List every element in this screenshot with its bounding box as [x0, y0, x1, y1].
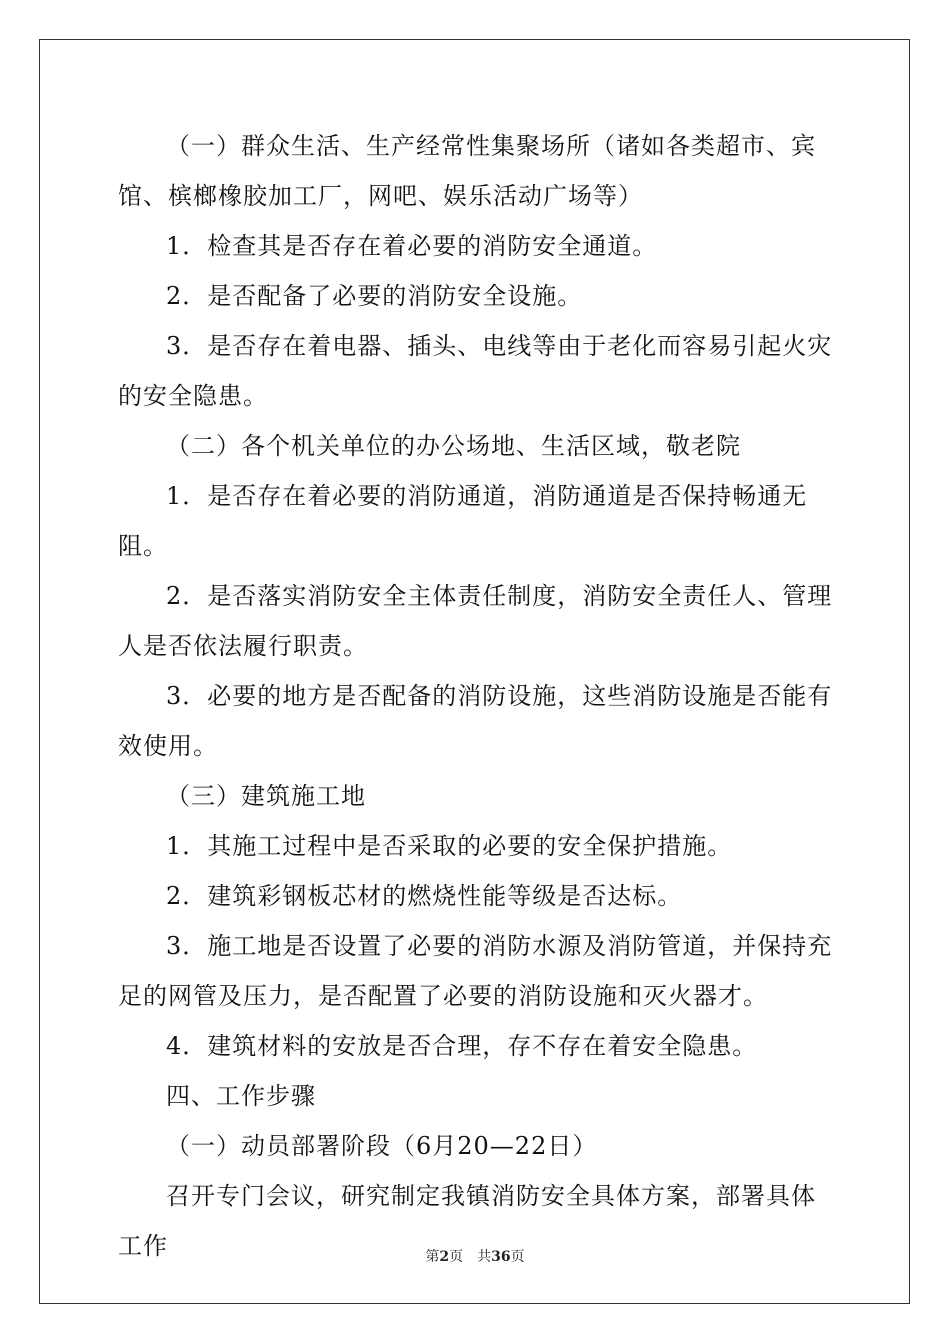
footer-total-suffix: 页 — [510, 1249, 525, 1265]
paragraph-item-2-2: 2．是否落实消防安全主体责任制度，消防安全责任人、管理人是否依法履行职责。 — [118, 582, 833, 660]
document-body — [118, 121, 838, 1271]
paragraph-section-1-heading: （一）群众生活、生产经常性集聚场所（诸如各类超市、宾馆、槟榔橡胶加工厂，网吧、娱乐活动广场等） — [118, 132, 816, 210]
paragraph-item-2-3: 3．必要的地方是否配备的消防设施，这些消防设施是否能有效使用。 — [118, 682, 833, 760]
paragraph-item-1-3: 3．是否存在着电器、插头、电线等由于老化而容易引起火灾的安全隐患。 — [118, 332, 833, 410]
footer-page-suffix: 页 — [449, 1249, 464, 1265]
paragraph-item-3-3: 3．施工地是否设置了必要的消防水源及消防管道，并保持充足的网管及压力，是否配置了必要的消防设施和灭火器才。 — [118, 932, 833, 1010]
paragraph-item-3-4: 4．建筑材料的安放是否合理，存不存在着安全隐患。 — [166, 1032, 758, 1060]
page-footer — [0, 1247, 950, 1267]
paragraph-item-3-2: 2．建筑彩钢板芯材的燃烧性能等级是否达标。 — [166, 882, 683, 910]
paragraph-section-2-heading: （二）各个机关单位的办公场地、生活区域，敬老院 — [166, 432, 741, 460]
paragraph-item-2-1: 1．是否存在着必要的消防通道，消防通道是否保持畅通无阻。 — [118, 482, 808, 560]
paragraph-section-3-heading: （三）建筑施工地 — [166, 782, 366, 810]
paragraph-item-3-1: 1．其施工过程中是否采取的必要的安全保护措施。 — [166, 832, 733, 860]
footer-total-pages: 36 — [491, 1249, 511, 1265]
paragraph-item-1-1: 1．检查其是否存在着必要的消防安全通道。 — [166, 232, 658, 260]
paragraph-chapter-4-heading: 四、工作步骤 — [166, 1082, 316, 1110]
paragraph-item-1-2: 2．是否配备了必要的消防安全设施。 — [166, 282, 583, 310]
footer-page-number: 2 — [439, 1249, 450, 1265]
paragraph-step-1-heading: （一）动员部署阶段（6月20—22日） — [166, 1132, 598, 1160]
footer-page-prefix: 第 — [425, 1249, 440, 1265]
footer-total-prefix: 共 — [477, 1249, 492, 1265]
paragraph-step-1-body: 召开专门会议，研究制定我镇消防安全具体方案，部署具体工作 — [118, 1182, 816, 1260]
